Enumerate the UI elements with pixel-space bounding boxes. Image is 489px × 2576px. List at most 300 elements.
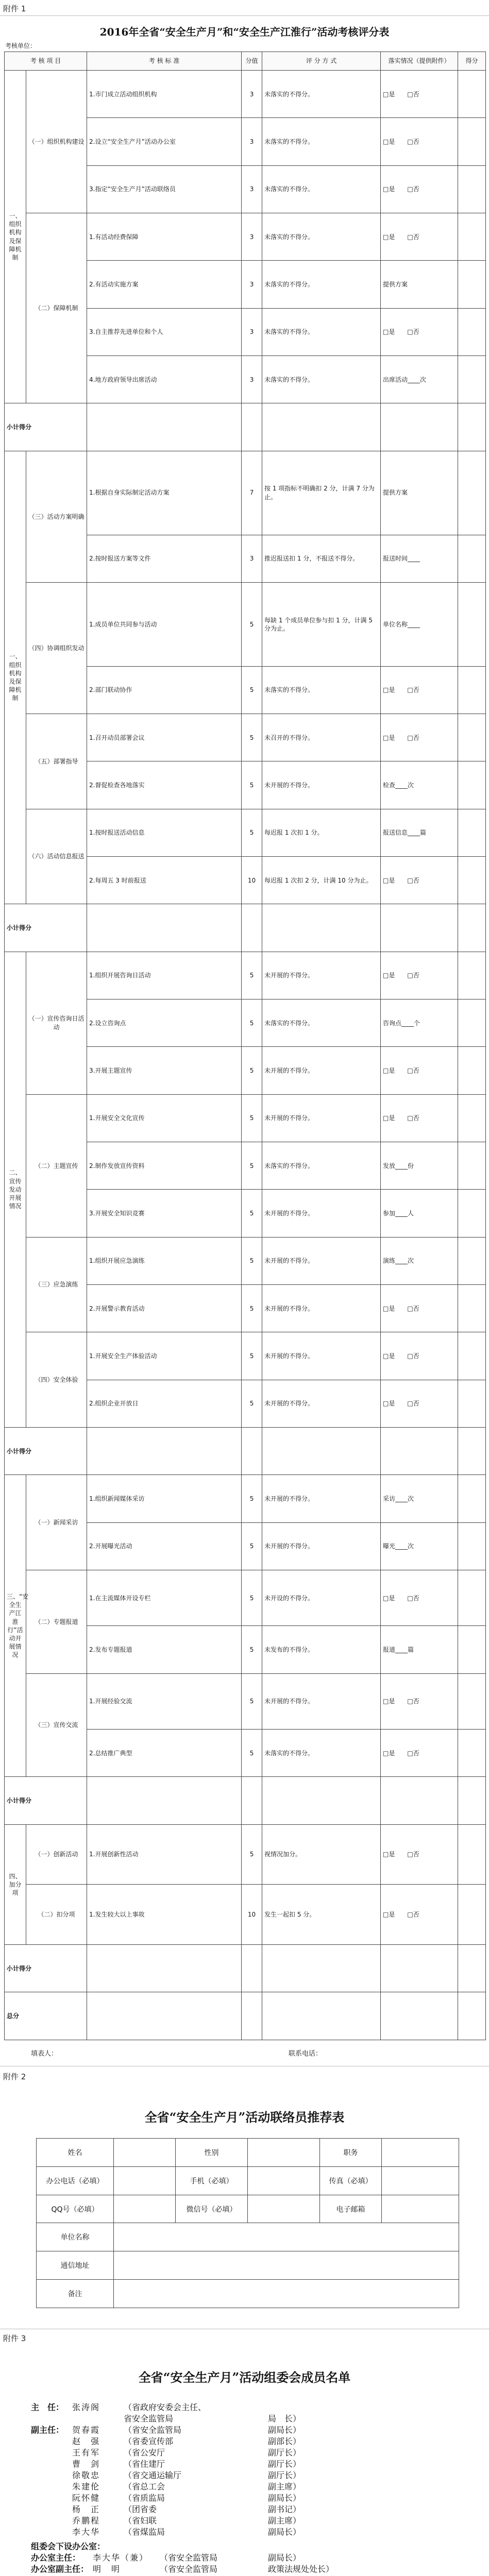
score-cell: 5 bbox=[242, 1673, 262, 1729]
method-cell: 每缺 1 个成员单位参与扣 1 分，计满 5 分为止。 bbox=[262, 582, 381, 666]
standard-cell: 2.总结推广典型 bbox=[87, 1730, 242, 1777]
subtotal-label: 小计得分 bbox=[5, 1777, 87, 1824]
subtotal-label: 小计得分 bbox=[5, 1945, 87, 1992]
contact-value-field[interactable] bbox=[114, 2223, 459, 2251]
deputy-unit: （省交通运输厅 bbox=[124, 2470, 182, 2480]
points-cell[interactable] bbox=[458, 118, 486, 165]
subtotal-row bbox=[5, 1427, 486, 1475]
subtotal-cell bbox=[87, 1777, 242, 1824]
subcategory-cell: （三）活动方案明确 bbox=[26, 451, 87, 582]
subtotal-cell bbox=[87, 904, 242, 952]
method-cell: 每迟报 1 次扣 1 分。 bbox=[262, 809, 381, 856]
office-director-name: 李大华（兼） bbox=[93, 2553, 149, 2563]
phone-label: 联系电话： bbox=[289, 2050, 323, 2058]
member-name bbox=[93, 2574, 121, 2576]
standard-cell: 1.召开动员部署会议 bbox=[87, 714, 242, 761]
points-cell[interactable] bbox=[458, 451, 486, 535]
method-cell: 未开展的不得分。 bbox=[262, 1475, 381, 1522]
score-cell: 5 bbox=[242, 1332, 262, 1380]
status-cell: □是 □否 bbox=[381, 165, 458, 213]
status-cell: □是 □否 bbox=[381, 1570, 458, 1625]
contact-label: 通信地址 bbox=[37, 2251, 114, 2280]
deputies-label: 副主任： bbox=[31, 2425, 64, 2435]
score-cell: 5 bbox=[242, 666, 262, 714]
deputy-post: 副厅长） bbox=[268, 2470, 301, 2480]
member-unit bbox=[160, 2574, 201, 2576]
contact-value-field[interactable] bbox=[114, 2251, 459, 2280]
subtotal-label: 小计得分 bbox=[5, 904, 87, 952]
deputy-unit: （团省委 bbox=[124, 2504, 157, 2514]
score-cell: 3 bbox=[242, 535, 262, 582]
subcategory-cell: （一）组织机构建设 bbox=[26, 71, 87, 213]
category-cell: 一、组织机构及保障机制 bbox=[5, 71, 26, 403]
contact-form-title: 全省“安全生产月”活动联络员推荐表 bbox=[144, 2110, 345, 2125]
deputy-post: 副主席） bbox=[268, 2482, 301, 2492]
contact-label: QQ号（必填） bbox=[37, 2195, 114, 2223]
contact-row bbox=[37, 2280, 459, 2308]
deputy-post: 副部长） bbox=[268, 2436, 301, 2446]
points-cell[interactable] bbox=[458, 999, 486, 1047]
director-role-label: 主 任： bbox=[31, 2402, 64, 2412]
points-cell[interactable] bbox=[458, 809, 486, 856]
points-cell[interactable] bbox=[458, 1730, 486, 1777]
subcategory-cell: （一）创新活动 bbox=[26, 1824, 87, 1885]
contact-label: 手机（必填） bbox=[176, 2166, 248, 2195]
table-row bbox=[5, 1824, 486, 1885]
subcategory-cell: （三）应急演练 bbox=[26, 1237, 87, 1332]
score-cell: 3 bbox=[242, 118, 262, 165]
score-cell: 5 bbox=[242, 761, 262, 809]
score-cell: 5 bbox=[242, 999, 262, 1047]
contact-value-field[interactable] bbox=[382, 2166, 459, 2195]
score-cell: 5 bbox=[242, 1570, 262, 1625]
scoring-table-body bbox=[5, 71, 486, 2040]
contact-row bbox=[37, 2223, 459, 2251]
deputy-name: 朱建伦 bbox=[72, 2482, 100, 2492]
standard-cell: 2.开展曝光活动 bbox=[87, 1522, 242, 1570]
subcategory-cell: （五）部署指导 bbox=[26, 714, 87, 809]
status-cell: □是 □否 bbox=[381, 1284, 458, 1332]
points-cell[interactable] bbox=[458, 71, 486, 118]
contact-label: 单位名称 bbox=[37, 2223, 114, 2251]
standard-cell: 3.指定“安全生产月”活动联络员 bbox=[87, 165, 242, 213]
points-cell[interactable] bbox=[458, 308, 486, 355]
contact-value-field[interactable] bbox=[248, 2166, 320, 2195]
standard-cell: 1.开展安全生产体验活动 bbox=[87, 1332, 242, 1380]
method-cell: 按 1 项指标不明确扣 2 分，计满 7 分为止。 bbox=[262, 451, 381, 535]
status-cell: □是 □否 bbox=[381, 714, 458, 761]
standard-cell: 1.组织开展应急演练 bbox=[87, 1237, 242, 1284]
score-cell: 3 bbox=[242, 165, 262, 213]
status-cell: □是 □否 bbox=[381, 1824, 458, 1885]
subtotal-cell bbox=[262, 1427, 381, 1475]
table-row bbox=[5, 1673, 486, 1729]
header-item: 考 核 项 目 bbox=[5, 52, 87, 71]
contact-label: 微信号（必填） bbox=[176, 2195, 248, 2223]
contact-label: 性别 bbox=[176, 2139, 248, 2167]
points-cell[interactable] bbox=[458, 666, 486, 714]
score-cell: 3 bbox=[242, 308, 262, 355]
score-cell: 5 bbox=[242, 1284, 262, 1332]
subtotal-cell bbox=[242, 1945, 262, 1992]
standard-cell: 2.发布专题报道 bbox=[87, 1626, 242, 1673]
standard-cell: 1.组织新闻媒体采访 bbox=[87, 1475, 242, 1522]
category-cell: 二、宣传发动开展情况 bbox=[5, 952, 26, 1427]
standard-cell: 4.地方政府领导出席活动 bbox=[87, 355, 242, 403]
points-cell[interactable] bbox=[458, 1570, 486, 1625]
deputy-name: 杨 正 bbox=[72, 2504, 100, 2514]
subtotal-cell bbox=[262, 403, 381, 451]
points-cell[interactable] bbox=[458, 1284, 486, 1332]
status-cell: □是 □否 bbox=[381, 952, 458, 999]
score-cell: 5 bbox=[242, 1380, 262, 1427]
deputy-unit: （省质监局 bbox=[124, 2493, 165, 2503]
table-row bbox=[5, 1094, 486, 1142]
subcategory-cell: （二）扣分项 bbox=[26, 1885, 87, 1945]
status-cell: 报送信息____篇 bbox=[381, 809, 458, 856]
category-cell: 三、“安全生产江淮行”活动开展情况 bbox=[5, 1475, 26, 1777]
score-cell: 5 bbox=[242, 1190, 262, 1237]
score-cell: 5 bbox=[242, 1730, 262, 1777]
contact-label: 职务 bbox=[320, 2139, 382, 2167]
category-cell: 一、组织机构及保障机制 bbox=[5, 451, 26, 904]
table-row bbox=[5, 809, 486, 856]
standard-cell: 1.根据自身实际制定活动方案 bbox=[87, 451, 242, 535]
deputy-name: 赵 强 bbox=[72, 2436, 100, 2446]
table-row bbox=[5, 714, 486, 761]
member-post bbox=[268, 2574, 342, 2576]
office-label: 组委会下设办公室： bbox=[31, 2541, 106, 2551]
contact-label: 办公电话（必填） bbox=[37, 2166, 114, 2195]
subtotal-cell bbox=[242, 904, 262, 952]
method-cell: 未落实的不得分。 bbox=[262, 118, 381, 165]
table-row bbox=[5, 952, 486, 999]
standard-cell: 2.开展警示教育活动 bbox=[87, 1284, 242, 1332]
status-cell: □是 □否 bbox=[381, 1332, 458, 1380]
standard-cell: 3.开展安全知识竞赛 bbox=[87, 1190, 242, 1237]
subtotal-cell[interactable] bbox=[458, 1945, 486, 1992]
standard-cell: 2.每周五 3 时前报送 bbox=[87, 857, 242, 904]
points-cell[interactable] bbox=[458, 857, 486, 904]
subtotal-cell[interactable] bbox=[458, 904, 486, 952]
deputy-unit: （省总工会 bbox=[124, 2482, 165, 2492]
header-score: 分值 bbox=[242, 52, 262, 71]
method-cell: 未落实的不得分。 bbox=[262, 165, 381, 213]
method-cell: 未开展的不得分。 bbox=[262, 1094, 381, 1142]
total-label: 总分 bbox=[5, 1992, 87, 2040]
subcategory-cell: （一）宣传咨询日活动 bbox=[26, 952, 87, 1094]
contact-value-field[interactable] bbox=[114, 2195, 176, 2223]
status-cell: □是 □否 bbox=[381, 1094, 458, 1142]
points-cell[interactable] bbox=[458, 1885, 486, 1945]
subtotal-cell bbox=[262, 1777, 381, 1824]
status-cell: 报道____篇 bbox=[381, 1626, 458, 1673]
contact-label: 电子邮箱 bbox=[320, 2195, 382, 2223]
points-cell[interactable] bbox=[458, 761, 486, 809]
status-cell: □是 □否 bbox=[381, 1047, 458, 1094]
method-cell: 未召开的不得分。 bbox=[262, 714, 381, 761]
standard-cell: 1.发生较大以上事故 bbox=[87, 1885, 242, 1945]
score-cell: 7 bbox=[242, 451, 262, 535]
table-row bbox=[5, 1570, 486, 1625]
standard-cell: 1.在主流媒体开设专栏 bbox=[87, 1570, 242, 1625]
status-cell: 提供方案 bbox=[381, 261, 458, 308]
method-cell: 未开设的不得分。 bbox=[262, 1570, 381, 1625]
subtotal-cell bbox=[87, 403, 242, 451]
scoring-table-title: 2016年全省“安全生产月”和“安全生产江淮行”活动考核评分表 bbox=[99, 26, 390, 38]
points-cell[interactable] bbox=[458, 582, 486, 666]
points-cell[interactable] bbox=[458, 1522, 486, 1570]
deputy-post: 副局长） bbox=[268, 2425, 301, 2435]
subtotal-cell bbox=[87, 1945, 242, 1992]
status-cell: 发放____份 bbox=[381, 1142, 458, 1189]
method-cell: 发生一起扣 5 分。 bbox=[262, 1885, 381, 1945]
standard-cell: 1.开展创新性活动 bbox=[87, 1824, 242, 1885]
header-status: 落实情况（提供附件） bbox=[381, 52, 458, 71]
status-cell: □是 □否 bbox=[381, 308, 458, 355]
subtotal-cell bbox=[242, 1777, 262, 1824]
annex-1-label: 附件 1 bbox=[3, 4, 26, 13]
table-row bbox=[5, 71, 486, 118]
deputy-post: 副主席） bbox=[268, 2516, 301, 2526]
deputy-name: 李大华 bbox=[72, 2527, 100, 2537]
score-cell: 10 bbox=[242, 1885, 262, 1945]
contact-value-field[interactable] bbox=[248, 2195, 320, 2223]
status-cell: 演练____次 bbox=[381, 1237, 458, 1284]
subtotal-row bbox=[5, 1777, 486, 1824]
deputy-name: 曹 剑 bbox=[72, 2459, 100, 2469]
score-cell: 3 bbox=[242, 261, 262, 308]
method-cell: 未开展的不得分。 bbox=[262, 1284, 381, 1332]
subtotal-cell[interactable] bbox=[458, 1427, 486, 1475]
total-row bbox=[5, 1992, 486, 2040]
office-director-role: 办公室主任： bbox=[31, 2553, 81, 2563]
committee-list-title: 全省“安全生产月”活动组委会成员名单 bbox=[138, 2370, 351, 2385]
points-cell[interactable] bbox=[458, 1142, 486, 1189]
score-cell: 5 bbox=[242, 1047, 262, 1094]
standard-cell: 1.开展经验交流 bbox=[87, 1673, 242, 1729]
method-cell: 未开展的不得分。 bbox=[262, 1237, 381, 1284]
standard-cell: 1.成员单位共同参与活动 bbox=[87, 582, 242, 666]
standard-cell: 2.制作发放宣传资料 bbox=[87, 1142, 242, 1189]
contact-form-table bbox=[36, 2138, 459, 2308]
standard-cell: 1.组织开展咨询日活动 bbox=[87, 952, 242, 999]
status-cell: 检查____次 bbox=[381, 761, 458, 809]
status-cell: □是 □否 bbox=[381, 118, 458, 165]
office-deputy-role: 办公室副主任： bbox=[31, 2564, 89, 2574]
score-cell: 5 bbox=[242, 714, 262, 761]
contact-row bbox=[37, 2195, 459, 2223]
subtotal-cell[interactable] bbox=[458, 403, 486, 451]
table-row bbox=[5, 582, 486, 666]
header-points: 得分 bbox=[458, 52, 486, 71]
status-cell: 报送时间____ bbox=[381, 535, 458, 582]
points-cell[interactable] bbox=[458, 1824, 486, 1885]
filler-label: 填表人： bbox=[31, 2050, 58, 2058]
status-cell: 咨询点____个 bbox=[381, 999, 458, 1047]
status-cell: 单位名称____ bbox=[381, 582, 458, 666]
table-row bbox=[5, 1475, 486, 1522]
subtotal-cell bbox=[381, 1945, 458, 1992]
score-cell: 5 bbox=[242, 1475, 262, 1522]
table-header-row bbox=[5, 52, 486, 71]
annex-2-label: 附件 2 bbox=[3, 2072, 26, 2081]
score-cell: 5 bbox=[242, 1142, 262, 1189]
status-cell: 参加____人 bbox=[381, 1190, 458, 1237]
status-cell: □是 □否 bbox=[381, 1730, 458, 1777]
deputy-post: 副局长） bbox=[268, 2527, 301, 2537]
contact-label: 姓名 bbox=[37, 2139, 114, 2167]
score-cell: 3 bbox=[242, 355, 262, 403]
method-cell: 未开展的不得分。 bbox=[262, 1332, 381, 1380]
score-cell: 3 bbox=[242, 213, 262, 260]
points-cell[interactable] bbox=[458, 1626, 486, 1673]
points-cell[interactable] bbox=[458, 714, 486, 761]
status-cell: □是 □否 bbox=[381, 71, 458, 118]
contact-row bbox=[37, 2166, 459, 2195]
method-cell: 未开展的不得分。 bbox=[262, 1673, 381, 1729]
points-cell[interactable] bbox=[458, 1475, 486, 1522]
points-cell[interactable] bbox=[458, 1380, 486, 1427]
standard-cell: 2.有活动实施方案 bbox=[87, 261, 242, 308]
method-cell: 未落实的不得分。 bbox=[262, 999, 381, 1047]
score-cell: 5 bbox=[242, 1094, 262, 1142]
contact-value-field[interactable] bbox=[114, 2166, 176, 2195]
contact-value-field[interactable] bbox=[114, 2139, 176, 2167]
points-cell[interactable] bbox=[458, 1094, 486, 1142]
office-deputy-name: 明 明 bbox=[93, 2564, 121, 2574]
method-cell: 未落实的不得分。 bbox=[262, 1142, 381, 1189]
total-cell[interactable] bbox=[458, 1992, 486, 2040]
director-unit: （省政府安委会主任、 bbox=[124, 2402, 207, 2412]
status-cell: 采访____次 bbox=[381, 1475, 458, 1522]
category-cell: 四、加分项 bbox=[5, 1824, 26, 1944]
method-cell: 未落实的不得分。 bbox=[262, 308, 381, 355]
score-cell: 5 bbox=[242, 809, 262, 856]
points-cell[interactable] bbox=[458, 355, 486, 403]
method-cell: 视情况加分。 bbox=[262, 1824, 381, 1885]
contact-value-field[interactable] bbox=[382, 2139, 459, 2167]
points-cell[interactable] bbox=[458, 213, 486, 260]
method-cell: 未开展的不得分。 bbox=[262, 1190, 381, 1237]
contact-value-field[interactable] bbox=[382, 2195, 459, 2223]
contact-value-field[interactable] bbox=[114, 2280, 459, 2308]
standard-cell: 2.督促检查各地落实 bbox=[87, 761, 242, 809]
subcategory-cell: （三）宣传交流 bbox=[26, 1673, 87, 1777]
method-cell: 未开展的不得分。 bbox=[262, 1522, 381, 1570]
deputy-name: 贺春霞 bbox=[72, 2425, 100, 2435]
points-cell[interactable] bbox=[458, 535, 486, 582]
table-row bbox=[5, 213, 486, 260]
table-row bbox=[5, 1237, 486, 1284]
standard-cell: 2.组织企业开放日 bbox=[87, 1380, 242, 1427]
points-cell[interactable] bbox=[458, 1673, 486, 1729]
deputy-post: 副局长） bbox=[268, 2493, 301, 2503]
standard-cell: 3.开展主题宣传 bbox=[87, 1047, 242, 1094]
points-cell[interactable] bbox=[458, 1190, 486, 1237]
members-label bbox=[62, 2574, 87, 2576]
deputy-name: 王有军 bbox=[72, 2448, 100, 2458]
score-cell: 5 bbox=[242, 1626, 262, 1673]
deputy-unit: （省公安厅 bbox=[124, 2448, 165, 2458]
subcategory-cell: （二）保障机制 bbox=[26, 213, 87, 403]
score-cell: 3 bbox=[242, 71, 262, 118]
subtotal-row bbox=[5, 403, 486, 451]
scoring-table bbox=[4, 52, 486, 2040]
points-cell[interactable] bbox=[458, 261, 486, 308]
points-cell[interactable] bbox=[458, 165, 486, 213]
divider bbox=[0, 15, 489, 16]
standard-cell: 1.市门成立活动组织机构 bbox=[87, 71, 242, 118]
points-cell[interactable] bbox=[458, 952, 486, 999]
subtotal-cell bbox=[242, 403, 262, 451]
subcategory-cell: （四）安全体验 bbox=[26, 1332, 87, 1428]
deputy-unit: （省煤监局 bbox=[124, 2527, 165, 2537]
points-cell[interactable] bbox=[458, 1332, 486, 1380]
subcategory-cell: （四）协调组织发动 bbox=[26, 582, 87, 714]
standard-cell: 1.有活动经费保障 bbox=[87, 213, 242, 260]
subtotal-cell bbox=[381, 1777, 458, 1824]
subtotal-cell bbox=[381, 403, 458, 451]
score-cell: 5 bbox=[242, 952, 262, 999]
subtotal-cell bbox=[242, 1427, 262, 1475]
standard-cell: 1.开展安全文化宣传 bbox=[87, 1094, 242, 1142]
deputy-unit: （省妇联 bbox=[124, 2516, 157, 2526]
subcategory-cell: （一）新闻采访 bbox=[26, 1475, 87, 1570]
subtotal-cell bbox=[381, 1427, 458, 1475]
status-cell: □是 □否 bbox=[381, 1673, 458, 1729]
method-cell: 未开展的不得分。 bbox=[262, 761, 381, 809]
score-cell: 10 bbox=[242, 857, 262, 904]
points-cell[interactable] bbox=[458, 1237, 486, 1284]
score-cell: 5 bbox=[242, 582, 262, 666]
table-row bbox=[5, 1332, 486, 1380]
subtotal-cell[interactable] bbox=[458, 1777, 486, 1824]
standard-cell: 2.设立“安全生产月”活动办公室 bbox=[87, 118, 242, 165]
status-cell: 提供方案 bbox=[381, 451, 458, 535]
status-cell: 曝光____次 bbox=[381, 1522, 458, 1570]
contact-value-field[interactable] bbox=[248, 2139, 320, 2167]
subtotal-label: 小计得分 bbox=[5, 403, 87, 451]
subtotal-cell bbox=[262, 1945, 381, 1992]
office-director-post: 副局长） bbox=[268, 2553, 301, 2563]
contact-label: 备注 bbox=[37, 2280, 114, 2308]
method-cell: 未开展的不得分。 bbox=[262, 1380, 381, 1427]
points-cell[interactable] bbox=[458, 1047, 486, 1094]
score-cell: 5 bbox=[242, 1522, 262, 1570]
method-cell: 未落实的不得分。 bbox=[262, 355, 381, 403]
contact-label: 传真（必填） bbox=[320, 2166, 382, 2195]
deputy-post: 副书记） bbox=[268, 2504, 301, 2514]
director-unit-line2: 省安全监管局 bbox=[124, 2414, 174, 2424]
subcategory-cell: （六）活动信息报送 bbox=[26, 809, 87, 904]
method-cell: 未落实的不得分。 bbox=[262, 213, 381, 260]
status-cell: □是 □否 bbox=[381, 213, 458, 260]
annex-3-label: 附件 3 bbox=[3, 2334, 26, 2343]
subcategory-cell: （二）主题宣传 bbox=[26, 1094, 87, 1237]
deputy-name: 徐敬忠 bbox=[72, 2470, 100, 2480]
status-cell: □是 □否 bbox=[381, 1885, 458, 1945]
standard-cell: 1.按时报送活动信息 bbox=[87, 809, 242, 856]
table-row bbox=[5, 451, 486, 535]
table-row bbox=[5, 1885, 486, 1945]
method-cell: 未落实的不得分。 bbox=[262, 261, 381, 308]
total-cell bbox=[381, 1992, 458, 2040]
method-cell: 未发布的不得分。 bbox=[262, 1626, 381, 1673]
header-standard: 考 核 标 准 bbox=[87, 52, 242, 71]
status-cell: □是 □否 bbox=[381, 666, 458, 714]
standard-cell: 2.部门联动协作 bbox=[87, 666, 242, 714]
